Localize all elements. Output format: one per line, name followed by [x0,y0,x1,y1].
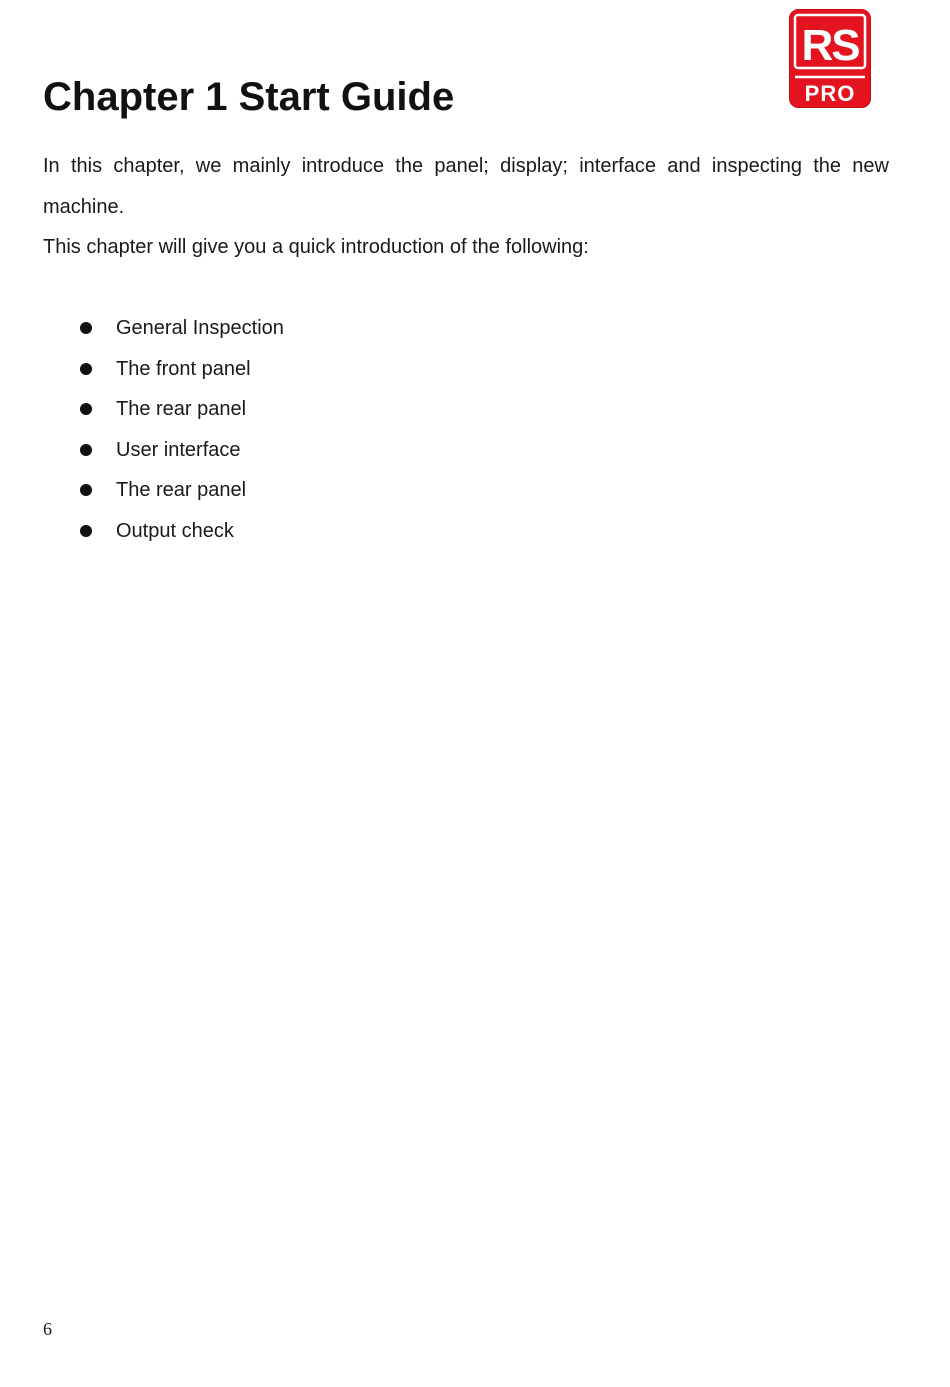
topic-label: The rear panel [116,398,247,421]
bullet-icon [80,444,92,456]
bullet-icon [80,363,92,375]
svg-text:PRO: PRO [804,81,856,106]
intro-paragraph: In this chapter, we mainly introduce the panel; display; interface and inspecting the new machine. [43,155,889,218]
bullet-icon [80,525,92,537]
intro-lead-sentence: This chapter will give you a quick introduction of the following: [43,236,589,258]
page-number: 6 [43,1319,52,1339]
bullet-icon [80,322,92,334]
chapter-title: Chapter 1 Start Guide [43,75,455,119]
topic-label: The front panel [116,357,251,380]
topic-label: The rear panel [116,479,247,502]
bullet-icon [80,484,92,496]
topic-label: User interface [116,438,241,461]
svg-text:RS: RS [801,21,859,70]
topic-label: General Inspection [116,317,284,339]
rs-pro-logo [789,9,871,108]
bullet-icon [80,403,92,415]
topic-label: Output check [116,519,234,542]
